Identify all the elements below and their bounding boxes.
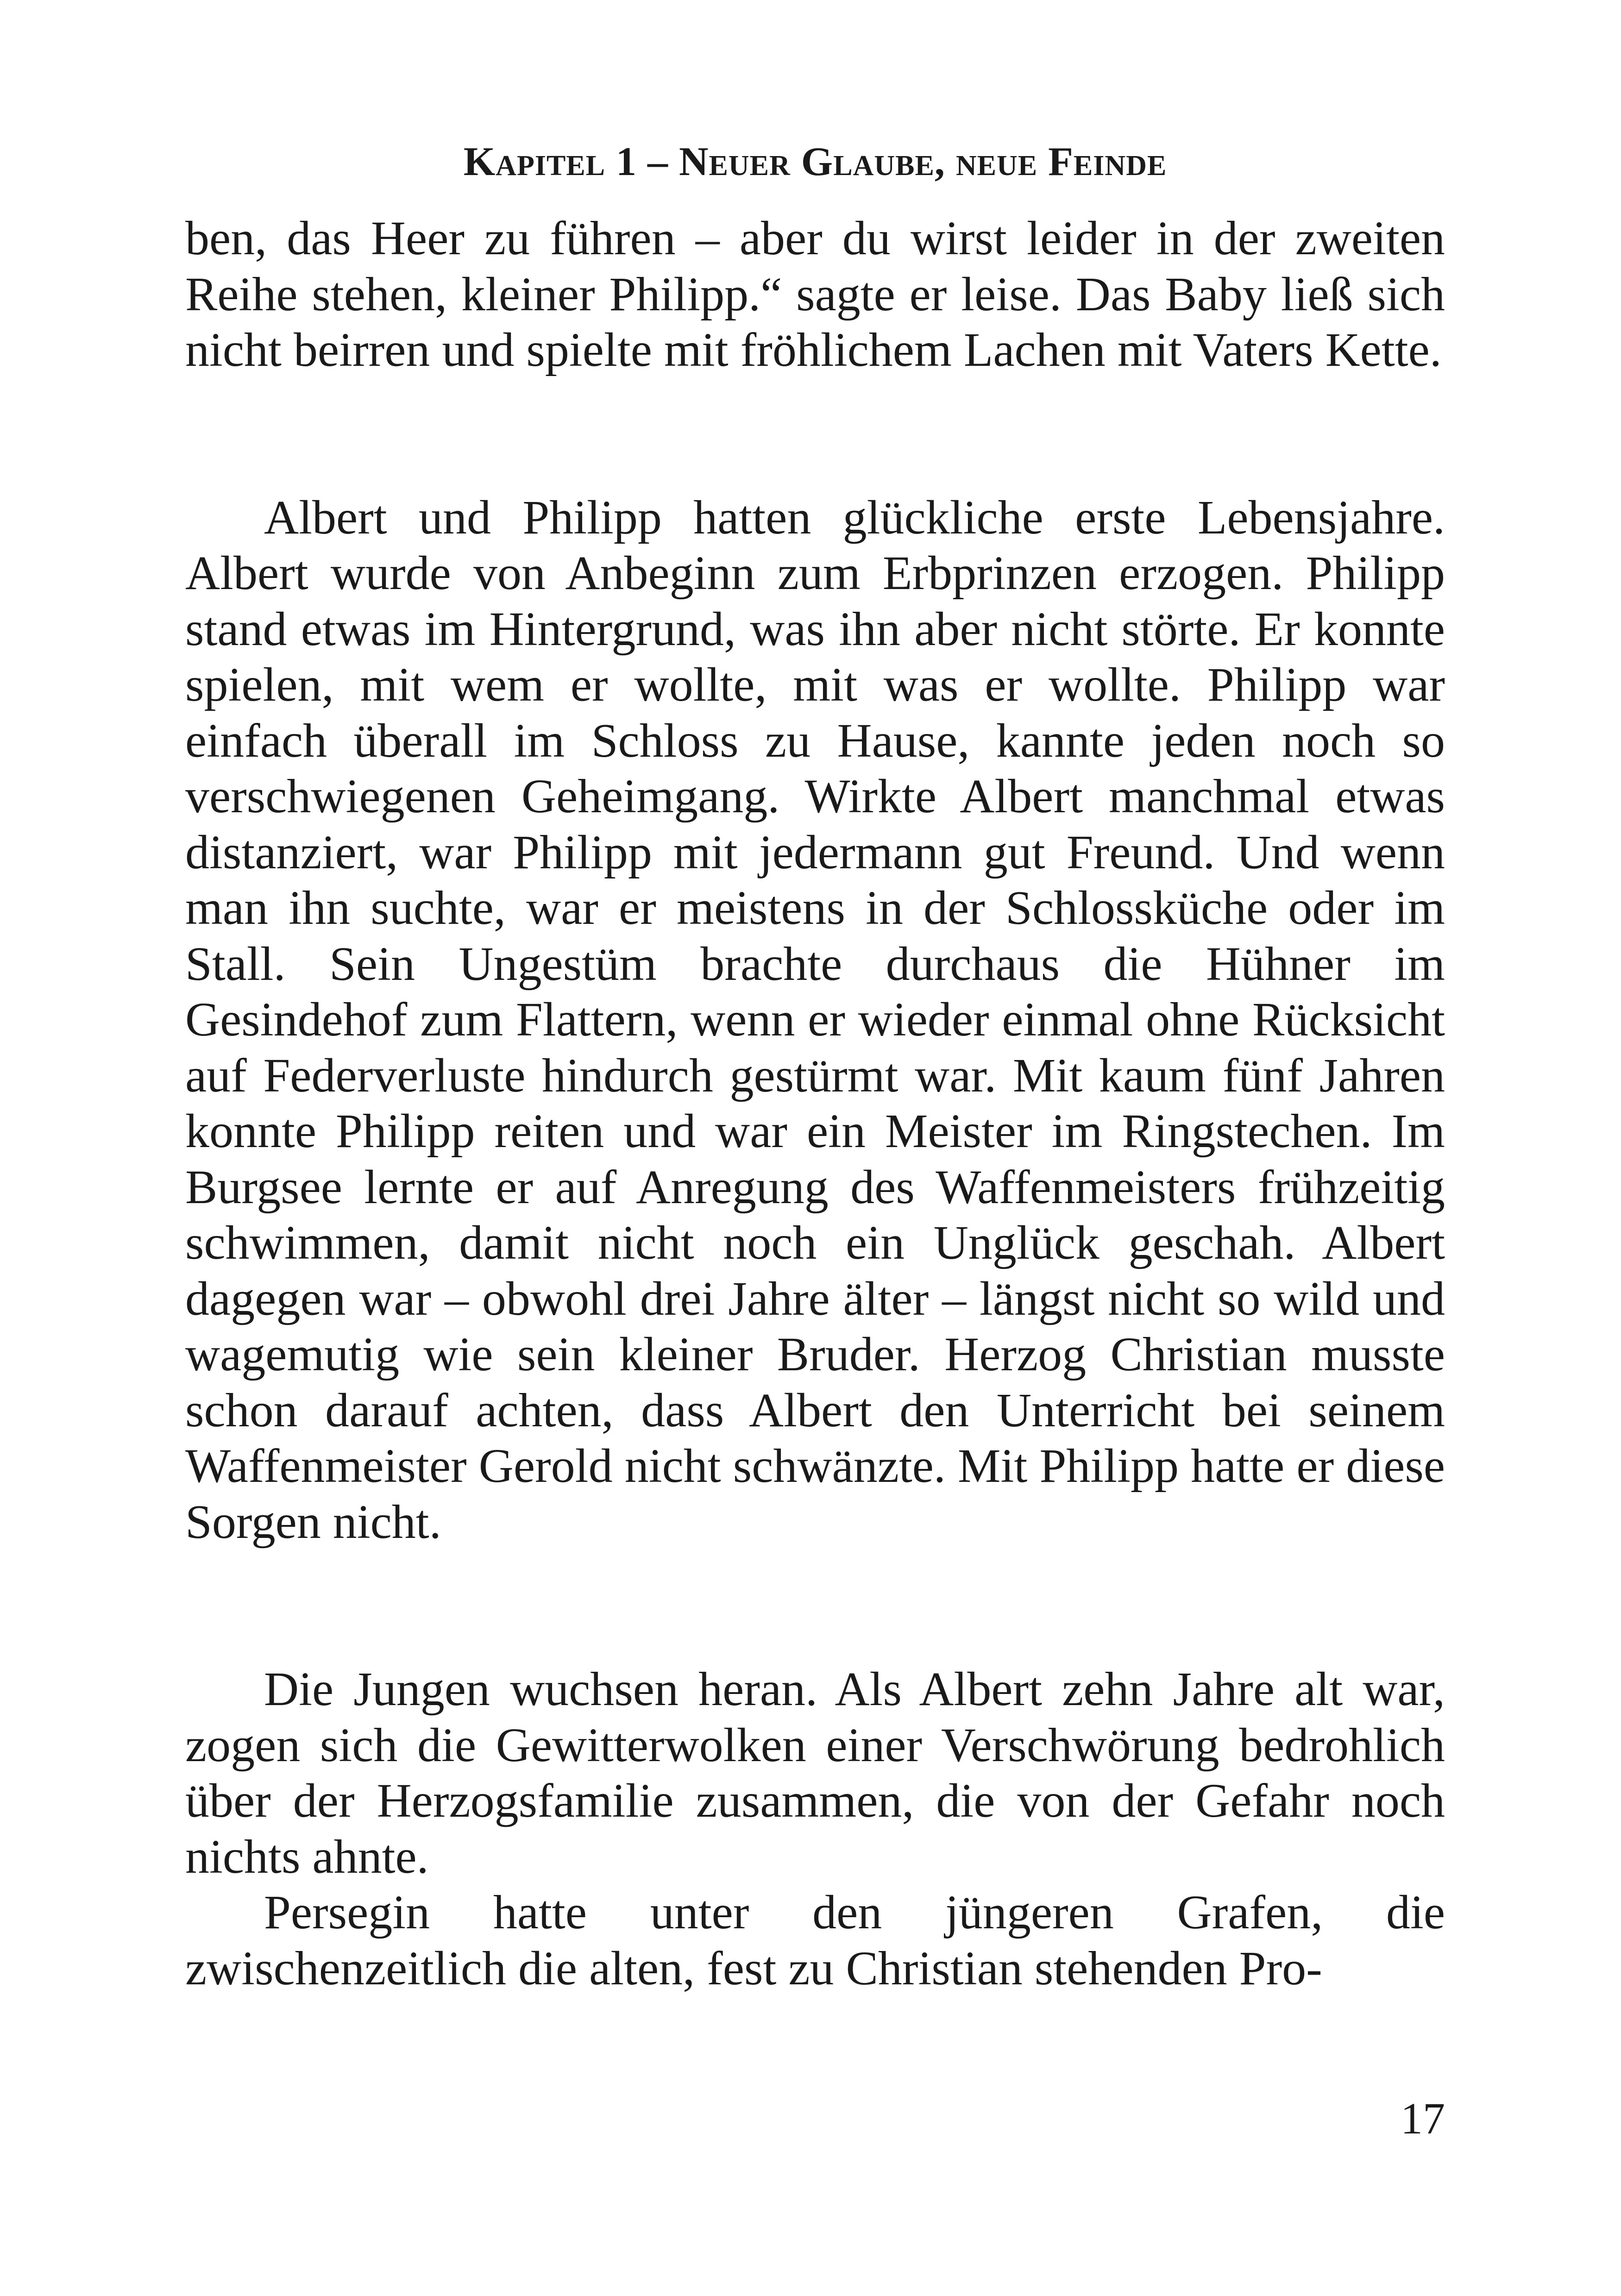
paragraph-continuation: ben, das Heer zu führen – aber du wirst leider in der zweiten Reihe stehen, kleiner Philipp.“ sagte er leise. Das Baby ließ sich nicht beirren und spielte mit fröhlichem Lachen mit Vaters Kette. — [185, 212, 1445, 376]
running-header: Kapitel 1 – Neuer Glaube, neue Feinde — [463, 139, 1167, 184]
paragraph-persegin: Persegin hatte unter den jüngeren Grafen, die zwischenzeitlich die alten, fest zu Christian stehenden Pro- — [185, 1886, 1445, 1995]
paragraph-conspiracy: Die Jungen wuchsen heran. Als Albert zehn Jahre alt war, zogen sich die Gewitterwolken einer Verschwörung bedrohlich über der Herzogsfamilie zusammen, die von der Gefahr noch nichts ahnte. — [185, 1662, 1445, 1883]
page-number: 17 — [1401, 2094, 1445, 2143]
paragraph-childhood: Albert und Philipp hatten glückliche erste Lebensjahre. Albert wurde von Anbeginn zum Erbprinzen erzogen. Philipp stand etwas im Hintergrund, was ihn aber nicht störte. Er konnte spielen, mit wem er wollte, mit was er wollte. Philipp war einfach überall im Schloss zu Hause, kannte jeden noch so verschwiegenen Geheimgang. Wirkte Albert manchmal etwas distanziert, war Philipp mit jedermann gut Freund. Und wenn man ihn suchte, war er meistens in der Schlossküche oder im Stall. Sein Ungestüm brachte durchaus die Hühner im Gesindehof zum Flattern, wenn er wieder einmal ohne Rücksicht auf Federverluste hindurch gestürmt war. Mit kaum fünf Jahren konnte Philipp reiten und war ein Meister im Ringstechen. Im Burgsee lernte er auf Anregung des Waffenmeisters frühzeitig schwimmen, damit nicht noch ein Unglück geschah. Albert dagegen war – obwohl drei Jahre älter – längst nicht so wild und wagemutig wie sein kleiner Bruder. Herzog Christian musste schon darauf achten, dass Albert den Unterricht bei seinem Waffenmeister Gerold nicht schwänzte. Mit Philipp hatte er diese Sorgen nicht. — [185, 490, 1445, 1549]
body-text — [185, 211, 1445, 1996]
